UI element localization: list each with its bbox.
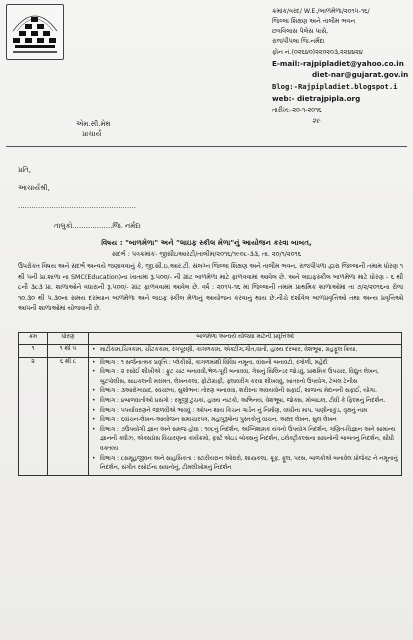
email-secondary: diet-nar@gujarat.gov.in — [312, 70, 409, 79]
row-standard: ૧ થી ૫ — [48, 345, 89, 358]
address-blank-line: ..................................................... — [18, 202, 136, 210]
institution-logo-icon — [6, 4, 64, 60]
addressee: આચાર્યશ્રી, — [18, 184, 50, 192]
principal-role: પ્રાચાર્ય — [82, 130, 102, 138]
col-header-activities: બાળમેળા અન્વયે યોજવા માટેની પ્રવૃત્તિઓ — [89, 333, 402, 345]
taluka-district: તાલુકો..................જિ. નર્મદા — [54, 222, 141, 230]
email-primary: E-mail:-rajpipladiet@yahoo.co.in — [272, 59, 404, 68]
reference-number: ક્રમાંક/વરદ/ W.E./બાળમેળા/૨૦૧૫-૧૬/ — [272, 8, 370, 15]
activity-item: • વિભાગ : ૮સમૂહજીવન અને સાહસિકતા : સ્ટારીયરાન ઓરારો, શાસ્ત્રકલા, ક્રૂફ, ફૂલ, પરસ, બાળકોએ બનાવેલ પ્રોજેક્ટ ને નમૂનાનું નિદર્શન, સંગીત રસોઈના સાધનોનું, ટીમલીખોમનું નિદર્શન — [92, 455, 398, 474]
table-row — [19, 357, 402, 475]
table-header-row — [19, 333, 402, 345]
blog-link: Blog:-Rajpipladiet.blogspot.i — [272, 82, 398, 91]
handwritten-number: ૨૯ — [312, 117, 321, 125]
office-line-2: છત્રવિલાસ પેલેસ પાસે, — [272, 28, 329, 35]
row-number: ૨ — [19, 357, 48, 475]
office-line-3: રાજપીપલા જિ.નર્મદા — [272, 38, 325, 45]
principal-name: એમ.સી.મેથ — [76, 120, 111, 128]
activities-table — [18, 332, 402, 476]
col-header-number: ક્રમ — [19, 333, 48, 345]
office-line-1: જિલ્લા શિક્ષણ અને તાલીમ ભવન — [272, 18, 356, 25]
letter-reference: સંદર્ભ : પત્રક્રમાંક- જીસીઇઆરટી/તાલીમ/૨૦૧૬/૧૯૦૮-૩૩, તા. ૨૦/૧/૨૦૧૬ — [111, 250, 302, 258]
to-label: પ્રતિ, — [18, 166, 31, 174]
office-phone: ફોન નં.(૦૨૬૪૦)૨૨૦૨૦૩,૨૨૪૪૨૪ — [272, 49, 363, 56]
activity-item: • વિભાગ : ૧ સર્જનાત્મક પ્રવૃત્તિ : પ્લેકીસી, કાગળમાંથી વિવિધ નમૂના, વાંસની બનાવટો, રંગોળી, મહેંદી — [92, 359, 398, 369]
letter-date: તારીખ:-૨૦-૧-૨૦૧૬ — [272, 107, 322, 114]
activity-item: • વિભાગ : ૨ રસોઈ શીખીએ : ફ્રુટ ચાટ બનાવવી,ભેળ-પૂરી બનાવવા, ગેસનું સિલિન્ડર જોડવું, પ્રાથમિક ઉપચાર, વિદ્યુત લેખન, બુટપોલીસ, સાઇકલની મરામત, લેખનકલા, ફોટોગ્રાફી, ફ્લાવરીંગ કરવા શીખવવું, ખાતરનો ઉપયોગ, ટેબલ ટેનીસ — [92, 368, 398, 387]
row-number: ૧ — [19, 345, 48, 358]
header-divider — [6, 146, 407, 147]
row-activities — [89, 345, 402, 358]
col-header-standard: ધોરણ — [48, 333, 89, 345]
row-activities — [89, 357, 402, 475]
activity-item: • વિભાગ : ૫પર્યાવરણને જાળવીએ ભાવવું : ઓપન થાય કિચન ગાર્ડન નું નિર્માણ, વધ્ધીના માપ, પાણીનાકુંડ, વૃક્ષનું નામ — [92, 407, 398, 417]
website-link: web:- dietrajpipla.org — [272, 94, 361, 103]
activity-item: • માટીકામ,ચિત્રકામ, ચીટકકામ, રંગપૂરણી, કાગળકામ, એક્ટીંગ,ગીત,વાર્તા, હાસ્ય દરબાર, વેશભૂષા, ગ્રહફૂલ ક્રિયા. — [92, 346, 398, 356]
activity-item: • વિભાગ : ૬વાંચન-લેખન-આયોજન સમાચારપત્ર, મહાપુરૂષોના પુસ્તકોનું વાચન, અક્ષર લેખન, સુલ લેખન — [92, 416, 398, 426]
activity-item: • વિભાગ : ૪બાળવાર્તાઓ પ્રસંગો : રમૂજી ટુચકા, હાસ્ય નાટકો, અભિનય, વેશભૂષા, જોક્સ, મોબાઇલ, ટીવી કે ફિલ્મનું નિદર્શન. — [92, 397, 398, 407]
activity-item: • વિભાગ : ૩આરોગ્યપ્રદ, સ્વચ્છતા, સુશોભન: તોરણ બનાવવા, શરીરના અવયવોની સફાઈ, શાળાના મેદાનની સફાઈ, યોગા. — [92, 387, 398, 397]
body-paragraph: ઉપરોક્ત વિષય અને સંદર્ભ અન્વયે જણાવવાનું કે, જી.સી.ઇ.આર.ટી. સંલગ્ન જિલ્લા શિક્ષણ અને તાલીમ ભવન, રાજપીપળા દ્વારા જિલ્લાની તમામ ધોરણ ૧ થી ૫ની પ્રા.શાળા ના SMC(Education)ના ખાતામાં રૂ.૫૦૦/- ની ગ્રાંટ બાળમેળા માટે ફાળવવામાં આવેલ છે. અને લાઇફસ્કીલ બાળમેળા માટે ધોરણ - ૬ થી ૮ની ૩૮૩ પ્રા. શાળાઓને વધારાની રૂ.૫૦૦/- ગ્રાંટ ફાળવવામાં આવેલ છે. વર્ષ : ૨૦૧૫-૧૬ માં જિલ્લાની તમામ પ્રાથમિક શાળાઓમાં તા ૭/૨/૨૦૧૬ના રોજ ૧૦.૩૦ થી ૫.૩૦ના સમય દરમ્યાન બાળમેળા અને લાઇફ સ્કીલ મેળાનું આયોજન કરવાનું થાય છે.નીચે દર્શાવેલ બાળપ્રવૃત્તિઓ તથા અન્ય પ્રવૃત્તિઓ આપની શાળાઓમાં યોજવાની છે. — [18, 263, 403, 313]
activity-item: • વિભાગ : ૭ઉપયોગી જ્ઞાન અને સમજ હોવા : ૧૦૮નું નિદર્શન, અગ્નિશામક યંત્રનો ઉપયોગ નિદર્શન, ગણિત-વિજ્ઞાન અને સામાન્ય જ્ઞાનની ક્વીઝ, એક્સપ્રેસ વિચારણના કાર્યક્રમો, ફર્સ્ટ એઇડ બોક્સનું નિદર્શન, ઇલેક્ટ્રીકલ્સના સાધનોની બાબતનું નિદર્શન, સીધી વક્તવ્ય — [92, 426, 398, 455]
letter-subject: વિષય : "બાળમેળા" અને "લાઇફ સ્કીલ મેળા"નું આયોજન કરવા બાબત, — [101, 238, 312, 247]
row-standard: ૬ થી ૮ — [48, 357, 89, 475]
table-row — [19, 345, 402, 358]
